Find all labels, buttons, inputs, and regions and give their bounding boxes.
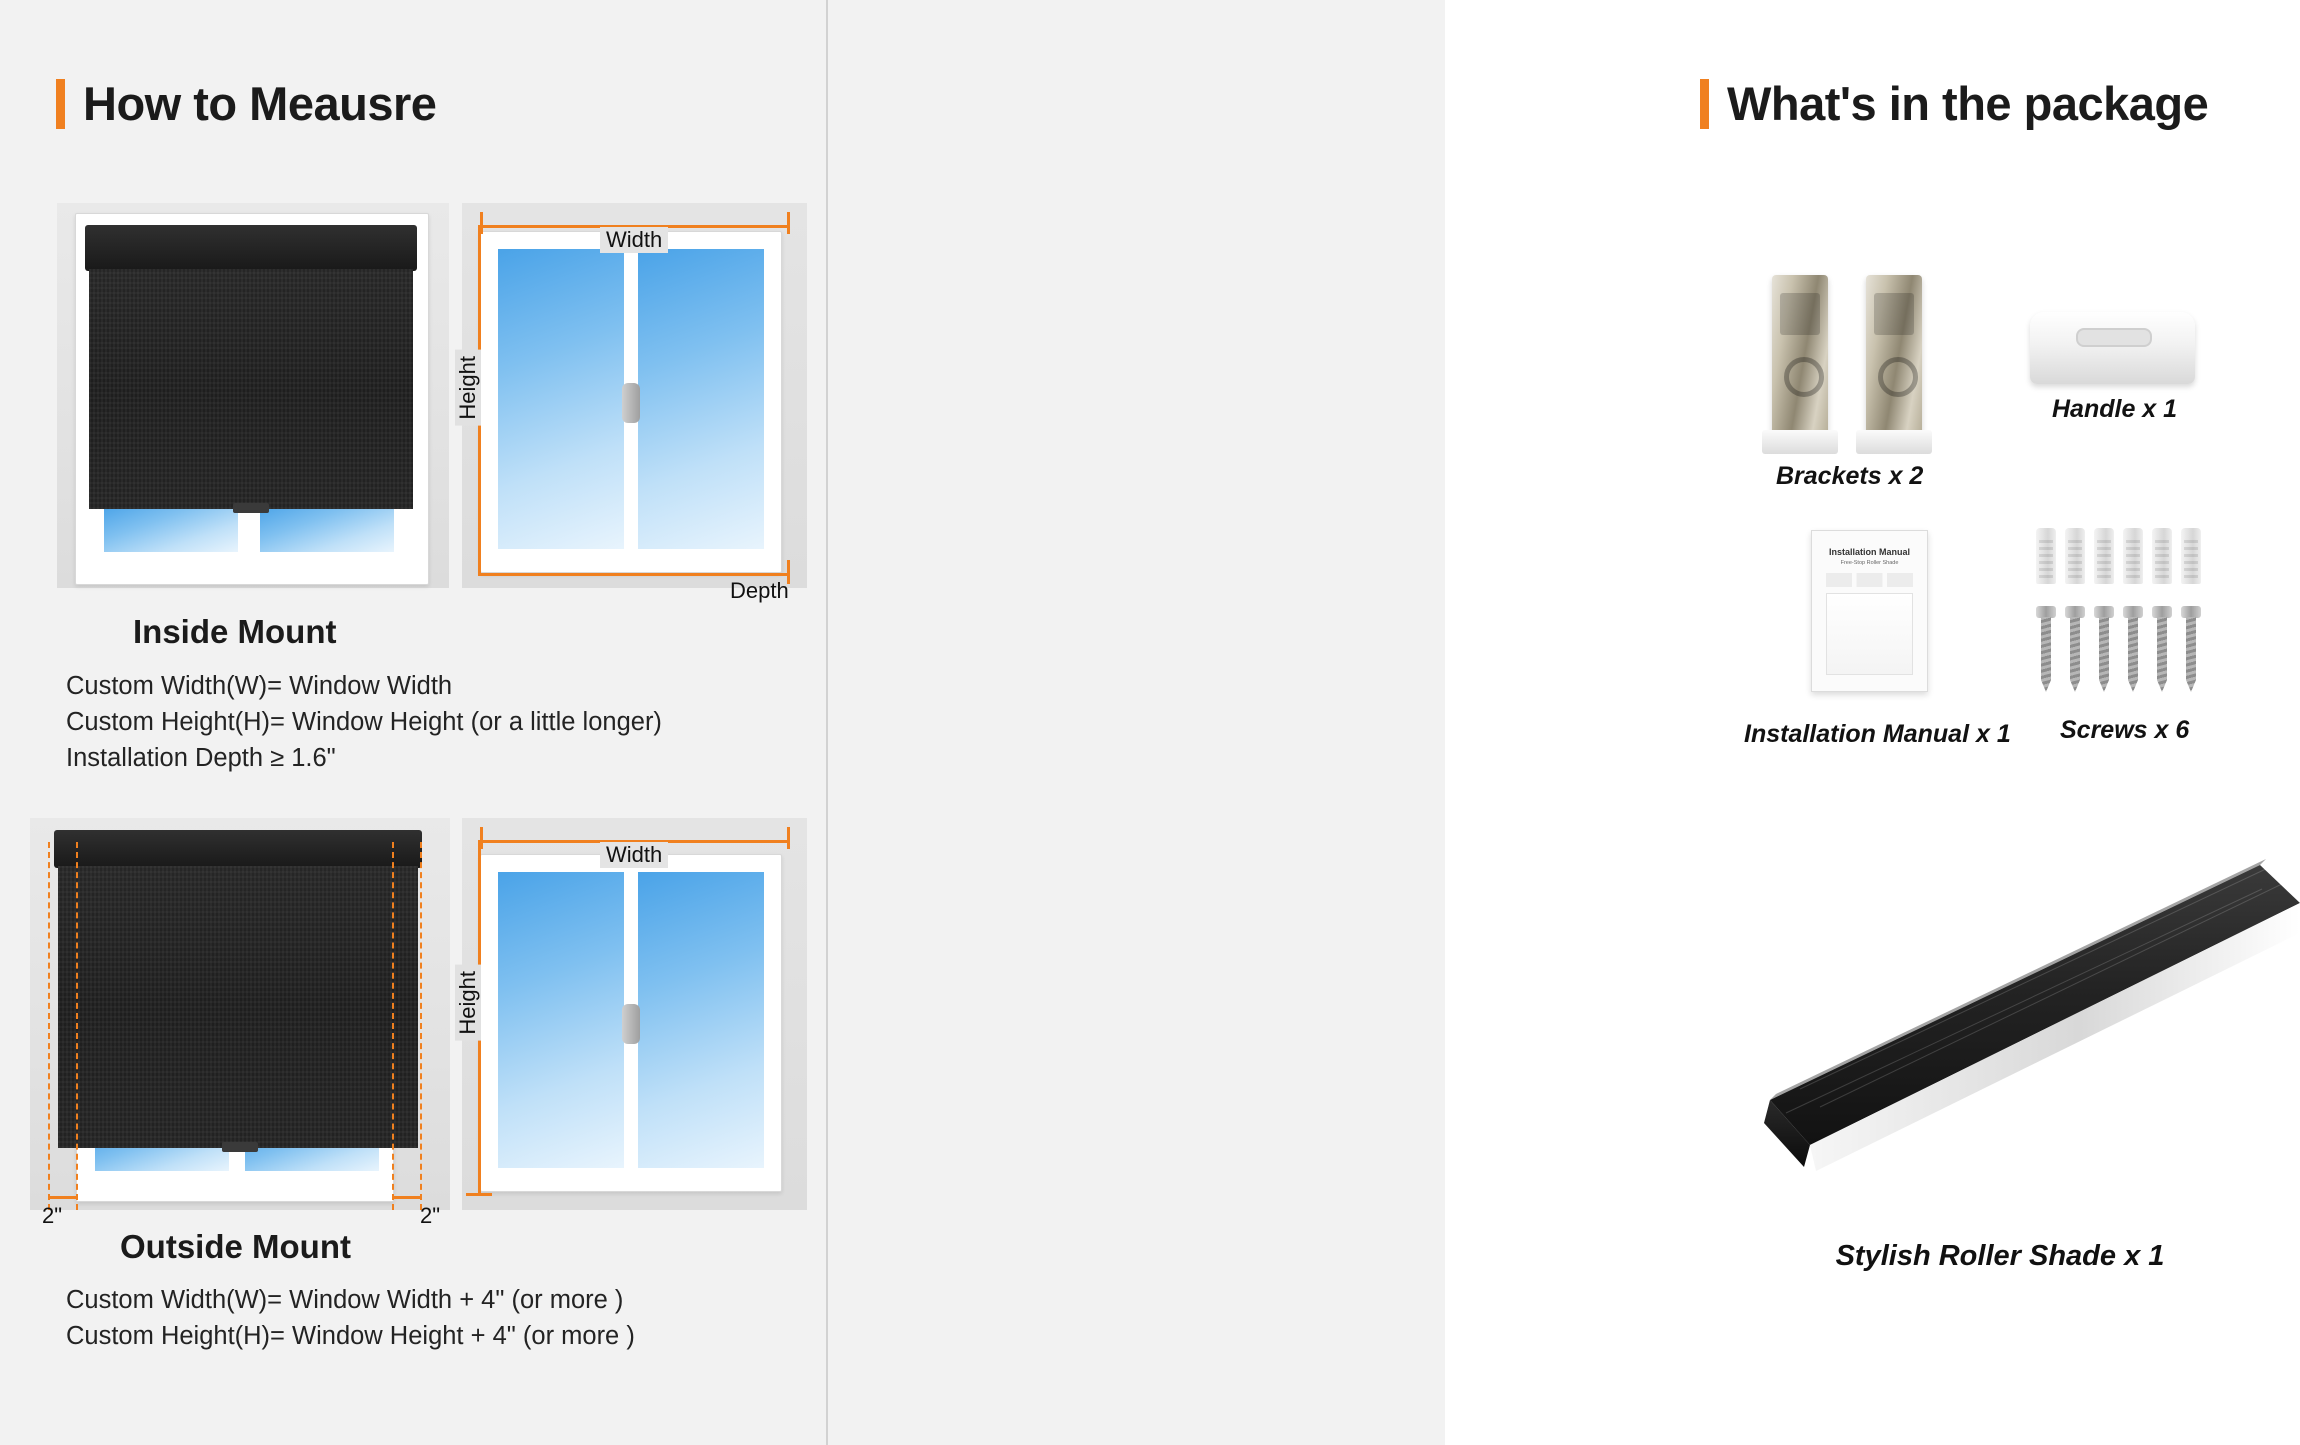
how-to-measure-panel xyxy=(0,0,826,1445)
screw-shank-1 xyxy=(2041,617,2051,692)
bracket-icon-2 xyxy=(1866,275,1922,440)
inside-depth-label: Depth xyxy=(730,578,789,603)
wall-anchor-3 xyxy=(2094,528,2114,584)
handle-caption: Handle x 1 xyxy=(2052,395,2178,423)
inside-mount-line-2: Custom Height(H)= Window Height (or a little longer) xyxy=(66,708,662,736)
package-title-text: What's in the package xyxy=(1727,77,2209,130)
outside-mount-headrail xyxy=(54,830,422,868)
wall-anchor-6 xyxy=(2181,528,2201,584)
inside-mount-headrail xyxy=(85,225,417,271)
screw-head-2 xyxy=(2065,606,2085,618)
outside-measure-glass-right xyxy=(638,872,764,1168)
package-title xyxy=(1700,76,2208,131)
how-to-measure-title xyxy=(56,76,436,131)
screws-caption: Screws x 6 xyxy=(2060,716,2190,744)
measure-glass-left xyxy=(498,249,624,549)
roller-shade-caption: Stylish Roller Shade x 1 xyxy=(1835,1240,2165,1272)
manual-cover-thumbnails xyxy=(1826,573,1913,587)
inside-mount-glass-lower-right xyxy=(257,503,397,555)
brackets-group xyxy=(1758,275,1938,465)
outside-overhang-label-left: 2" xyxy=(42,1203,63,1228)
outside-height-label: Height xyxy=(455,965,481,1041)
outside-height-tick-bottom xyxy=(466,1193,492,1196)
outside-mount-line-1: Custom Width(W)= Window Width + 4" (or more ) xyxy=(66,1286,624,1314)
screw-icon-1 xyxy=(2038,606,2054,692)
inside-depth-arrow xyxy=(478,573,788,576)
inside-mount-photo xyxy=(57,203,449,588)
outside-measure-glass-left xyxy=(498,872,624,1168)
outside-mount-photo xyxy=(30,818,450,1210)
screw-head-5 xyxy=(2152,606,2172,618)
wall-anchor-5 xyxy=(2152,528,2172,584)
outside-overhang-dash-left-outer xyxy=(48,842,50,1210)
screw-head-4 xyxy=(2123,606,2143,618)
manual-cover-title: Installation Manual xyxy=(1828,547,1910,557)
bracket-foot-1 xyxy=(1762,430,1838,454)
inside-mount-glass-lower-left xyxy=(101,503,241,555)
wall-anchor-4 xyxy=(2123,528,2143,584)
outside-overhang-bar-right xyxy=(392,1196,422,1199)
outside-overhang-label-right: 2" xyxy=(420,1203,441,1228)
manual-cover-subtitle: Free-Stop Roller Shade xyxy=(1840,560,1899,566)
inside-mount-line-1: Custom Width(W)= Window Width xyxy=(66,672,453,700)
outside-overhang-dash-right-outer xyxy=(420,842,422,1210)
bracket-icon-1 xyxy=(1772,275,1828,440)
measure-glass-right xyxy=(638,249,764,549)
screw-head-1 xyxy=(2036,606,2056,618)
outside-mount-measure-diagram xyxy=(462,818,807,1210)
screw-shank-3 xyxy=(2099,617,2109,692)
installation-manual-caption: Installation Manual x 1 xyxy=(1744,720,2011,748)
outside-overhang-dash-right-inner xyxy=(392,842,394,1210)
package-title-accent-bar xyxy=(1700,79,1709,129)
outside-mount-pull-tab xyxy=(222,1142,258,1152)
handle-icon xyxy=(2030,312,2195,384)
screw-head-3 xyxy=(2094,606,2114,618)
inside-height-label: Height xyxy=(455,350,481,426)
wall-anchor-2 xyxy=(2065,528,2085,584)
outside-overhang-bar-left xyxy=(48,1196,78,1199)
screw-shank-6 xyxy=(2186,617,2196,692)
screw-icon-2 xyxy=(2067,606,2083,692)
inside-mount-shade-fabric xyxy=(89,269,413,509)
screw-shank-4 xyxy=(2128,617,2138,692)
outside-width-label: Width xyxy=(600,842,668,868)
inside-mount-measure-diagram xyxy=(462,203,807,588)
screw-icon-6 xyxy=(2183,606,2199,692)
roller-shade-image xyxy=(1700,845,2300,1175)
outside-measure-window-handles xyxy=(622,1004,640,1044)
roller-shade-svg xyxy=(1700,845,2300,1175)
measure-window-handles xyxy=(622,383,640,423)
inside-mount-line-3: Installation Depth ≥ 1.6" xyxy=(66,744,336,772)
inside-width-tick-right xyxy=(787,212,790,234)
brackets-caption: Brackets x 2 xyxy=(1776,462,1924,490)
title-accent-bar xyxy=(56,79,65,129)
bracket-foot-2 xyxy=(1856,430,1932,454)
screw-icon-4 xyxy=(2125,606,2141,692)
how-to-measure-title-text: How to Meausre xyxy=(83,77,437,130)
screw-icon-3 xyxy=(2096,606,2112,692)
wall-anchor-1 xyxy=(2036,528,2056,584)
installation-manual-icon xyxy=(1811,530,1928,692)
screw-shank-5 xyxy=(2157,617,2167,692)
outside-mount-shade-fabric xyxy=(58,866,418,1148)
screw-icon-5 xyxy=(2154,606,2170,692)
screw-head-6 xyxy=(2181,606,2201,618)
inside-mount-caption: Inside Mount xyxy=(133,613,337,650)
manual-cover-illustration xyxy=(1826,593,1913,675)
inside-mount-pull-tab xyxy=(233,503,269,513)
outside-width-tick-right xyxy=(787,827,790,849)
screw-shank-2 xyxy=(2070,617,2080,692)
screws-group xyxy=(2036,528,2206,693)
package-contents-panel xyxy=(828,0,2209,1445)
outside-mount-line-2: Custom Height(H)= Window Height + 4" (or more ) xyxy=(66,1322,635,1350)
inside-width-label: Width xyxy=(600,227,668,253)
outside-mount-caption: Outside Mount xyxy=(120,1228,351,1265)
outside-overhang-dash-left-inner xyxy=(76,842,78,1210)
